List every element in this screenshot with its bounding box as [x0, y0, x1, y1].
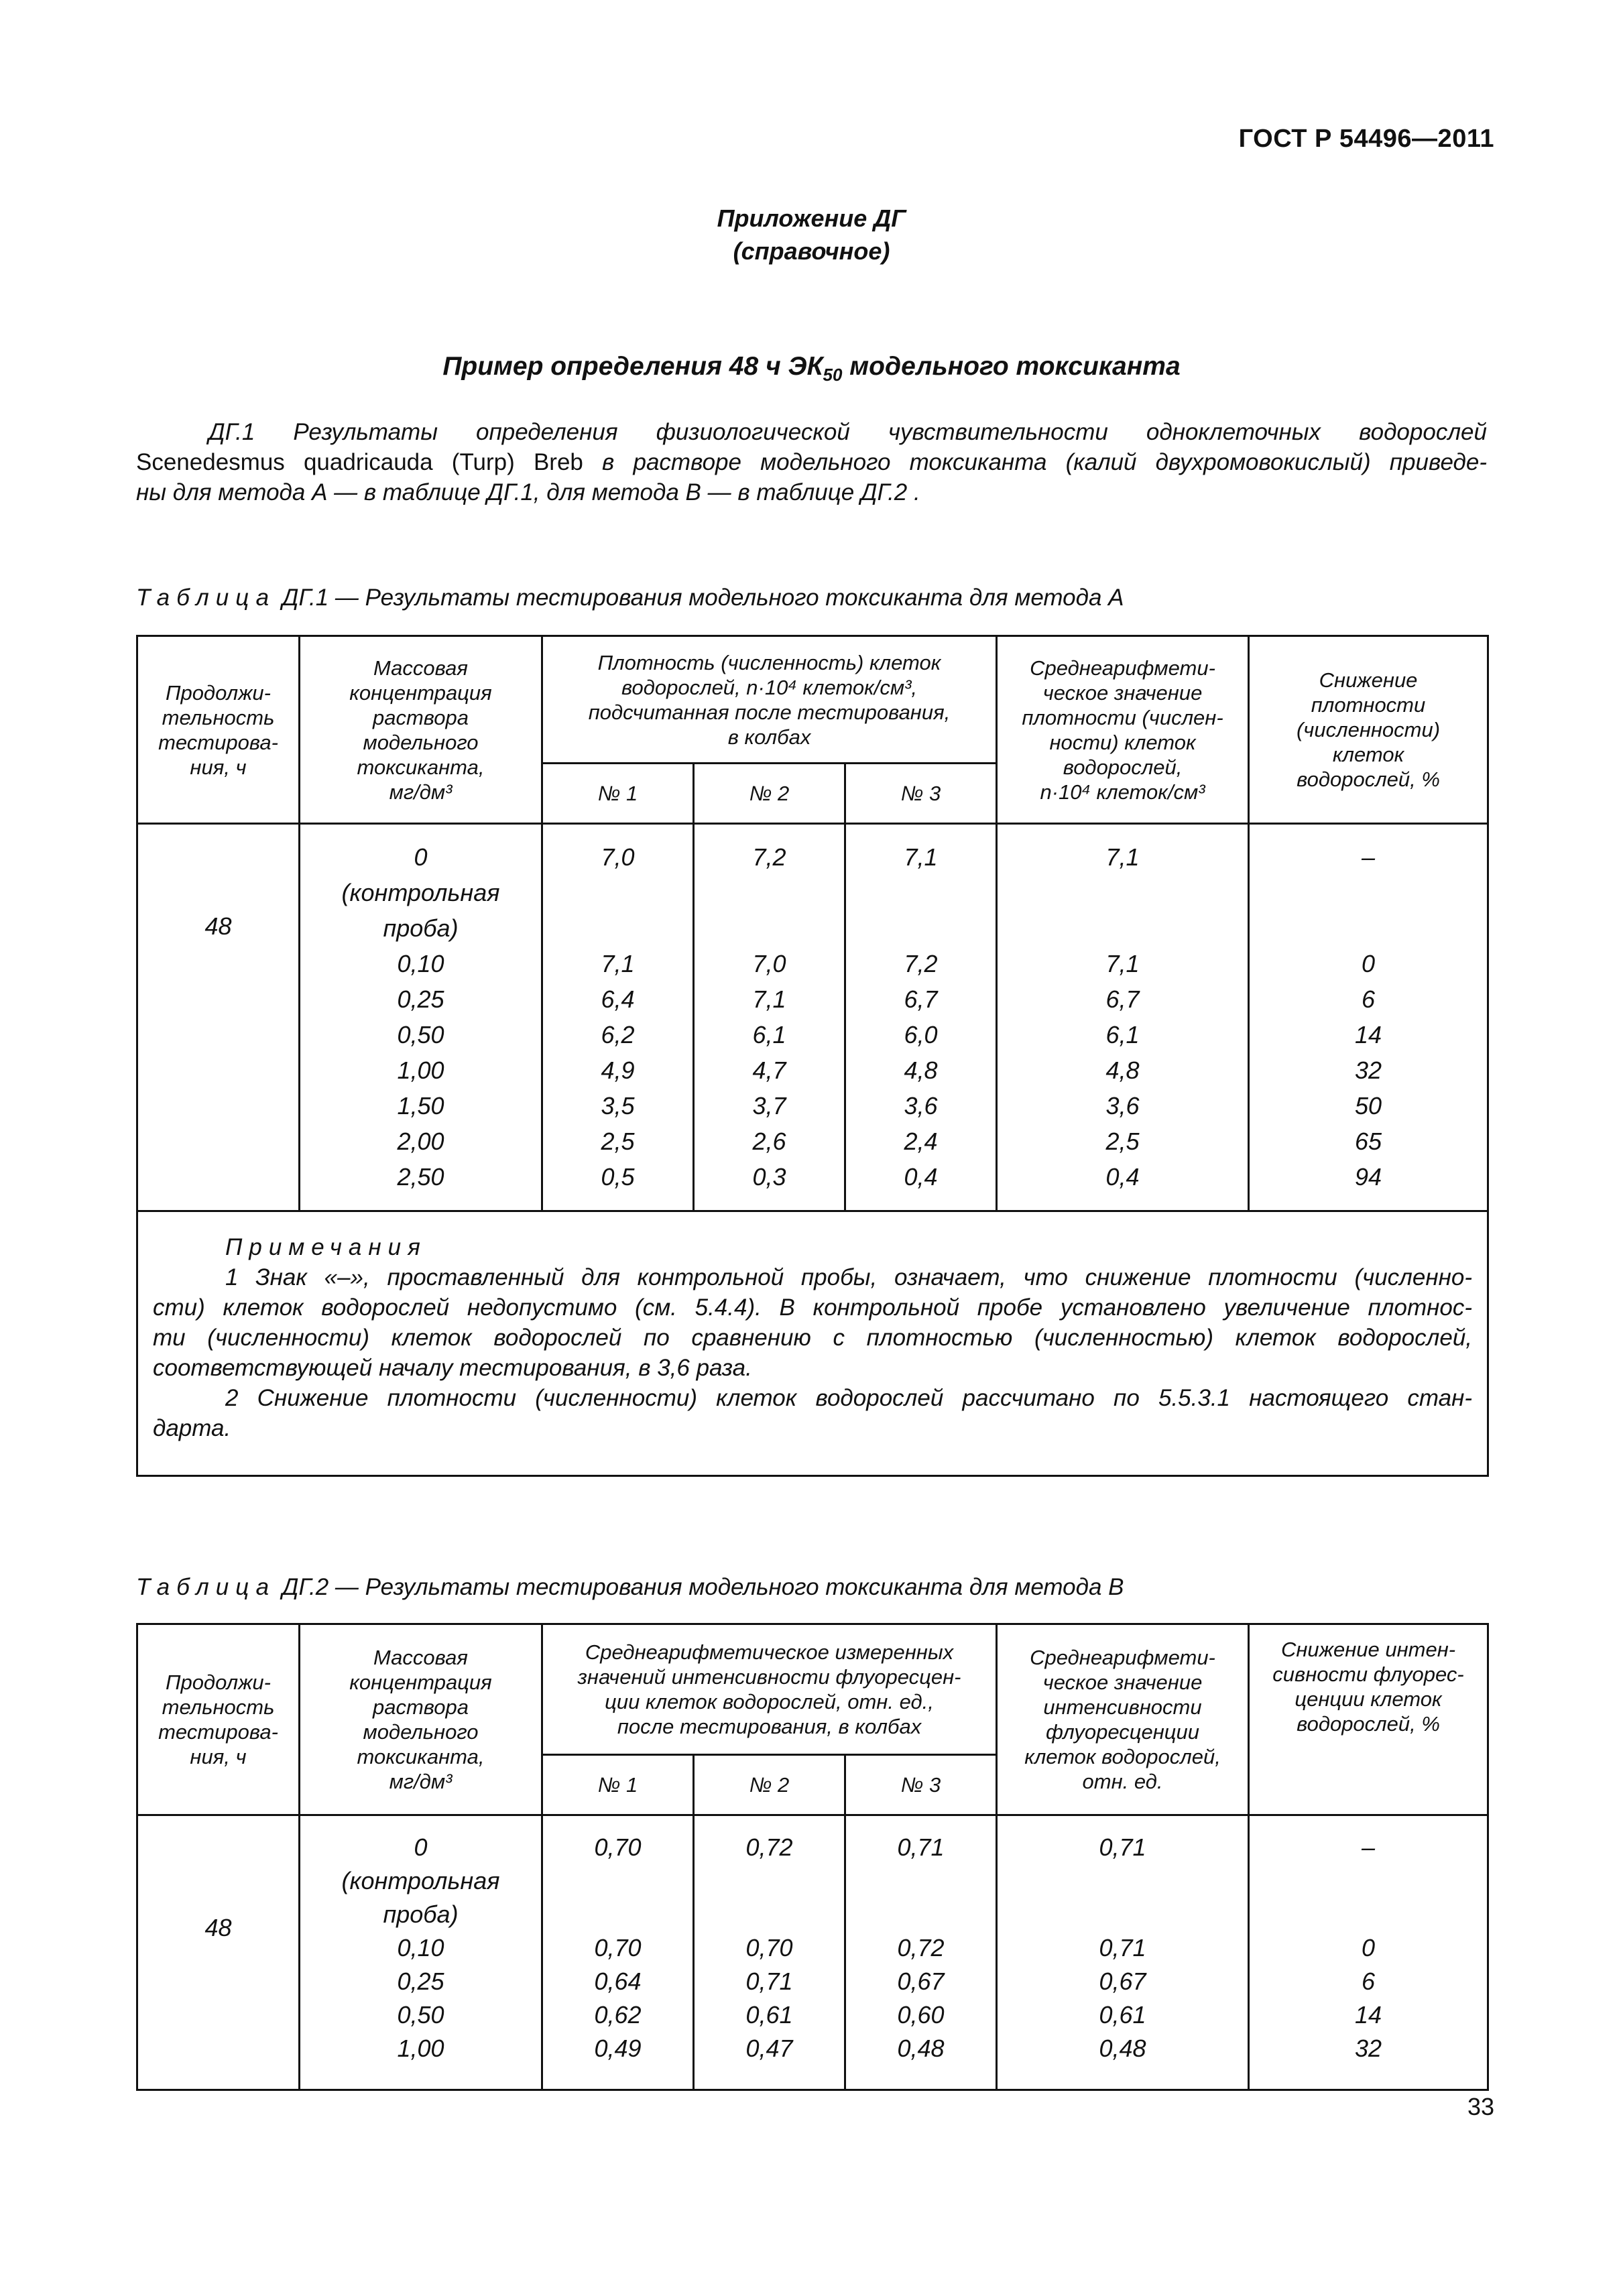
t1-notes-head: Примечания [225, 1234, 427, 1260]
t2-flask1-values [542, 1815, 694, 2090]
cell-line [695, 875, 844, 910]
cell-line: 0,72 [897, 1934, 945, 1961]
cell-line: 0,5 [601, 1163, 635, 1191]
cell-line: 32 [1354, 2035, 1382, 2062]
cell-line: 0,4 [904, 1163, 938, 1191]
cell-line: ценции клеток [1295, 1687, 1442, 1711]
cell-line: 50 [1355, 1092, 1382, 1120]
cell-line: 0,25 [397, 1968, 444, 1995]
cell-line [1250, 875, 1487, 910]
cell-line: интенсивности [1043, 1695, 1202, 1719]
t1-mean-values [997, 824, 1249, 1211]
cell-line: 0,49 [594, 2035, 642, 2062]
cell-line: 7,1 [1105, 950, 1140, 977]
table2-caption [136, 1574, 1124, 1601]
cell-line: подсчитанная после тестирования, [588, 700, 951, 724]
t2-header-duration [137, 1624, 300, 1815]
cell-line: плотности (числен- [1022, 705, 1223, 729]
t1-header-decrease [1249, 636, 1488, 824]
cell-line [543, 875, 693, 910]
cell-line: 6,2 [601, 1021, 635, 1048]
cell-line [1250, 910, 1487, 946]
t2-header-flask-3: № 3 [845, 1755, 997, 1815]
cell-line: 0,25 [397, 985, 444, 1013]
t1-duration: 48 [137, 824, 300, 1211]
cell-line: в колбах [727, 725, 811, 749]
appendix-title: Приложение ДГ [717, 204, 906, 232]
cell-line: 6,1 [1105, 1021, 1140, 1048]
cell-line: тельность [162, 1695, 275, 1719]
cell-line: тельность [162, 705, 275, 729]
cell-line: 0,50 [397, 1021, 444, 1048]
cell-line: модельного [363, 1720, 479, 1744]
table-dg2 [136, 1623, 1489, 2091]
t1-note-line: сти) клеток водорослей недопустимо (см. 5.4.4). В контрольной пробе установлено увеличение плотнос- [153, 1294, 1473, 1321]
cell-line: водорослей, n·10⁴ клеток/см³, [621, 675, 918, 699]
table1-caption-text: ДГ.1 — Результаты тестирования модельного токсиканта для метода А [276, 585, 1124, 611]
cell-line: Массовая [373, 656, 468, 680]
cell-line: водорослей, % [1297, 768, 1440, 791]
table2-caption-text: ДГ.2 — Результаты тестирования модельного токсиканта для метода В [276, 1574, 1124, 1600]
cell-line [695, 1898, 844, 1931]
cell-line: 7,1 [752, 985, 786, 1013]
t1-flask1-values [542, 824, 694, 1211]
t1-flask2-values [694, 824, 845, 1211]
t1-header-flask-3: № 3 [845, 764, 997, 824]
cell-line: 1,00 [397, 2035, 444, 2062]
cell-line: 4,8 [904, 1056, 938, 1084]
cell-line: после тестирования, в колбах [617, 1715, 922, 1738]
cell-line: 65 [1355, 1128, 1382, 1155]
t1-concentrations [300, 824, 542, 1211]
cell-line: Массовая [373, 1646, 468, 1669]
t2-header-flask-2: № 2 [694, 1755, 845, 1815]
section-title [0, 352, 1623, 385]
cell-line: 0,60 [897, 2001, 945, 2029]
t2-flask2-values [694, 1815, 845, 2090]
t1-decrease-values [1249, 824, 1488, 1211]
cell-line: 0 [1362, 950, 1376, 977]
cell-line: клеток [1332, 743, 1404, 766]
cell-line: 0 [414, 1833, 428, 1861]
cell-line: 32 [1355, 1056, 1382, 1084]
cell-line: ния, ч [190, 1745, 247, 1768]
cell-line: ции клеток водорослей, отн. ед., [605, 1690, 934, 1713]
cell-line [695, 1864, 844, 1898]
cell-line: 0,71 [745, 1968, 793, 1995]
cell-line: 4,8 [1105, 1056, 1140, 1084]
cell-line: 6,7 [904, 985, 938, 1013]
cell-line [998, 1898, 1248, 1931]
cell-line: тестирова- [158, 1720, 278, 1744]
table1-caption [136, 585, 1124, 611]
cell-line: 14 [1354, 2001, 1382, 2029]
cell-line: 0,48 [1099, 2035, 1146, 2062]
cell-line: 0,71 [1099, 1934, 1146, 1961]
cell-line [1250, 1864, 1487, 1898]
cell-line: флуоресценции [1046, 1720, 1199, 1744]
cell-line: (контрольная [341, 1867, 500, 1894]
cell-line: 3,5 [601, 1092, 635, 1120]
cell-line: 94 [1355, 1163, 1382, 1191]
cell-line: 7,2 [904, 950, 938, 977]
cell-line: 4,9 [601, 1056, 635, 1084]
cell-line: 0,62 [594, 2001, 642, 2029]
t2-decrease-values [1249, 1815, 1488, 2090]
cell-line: 0,67 [897, 1968, 945, 1995]
cell-line: Среднеарифмети- [1030, 1646, 1215, 1669]
cell-line [998, 910, 1248, 946]
standard-number: ГОСТ Р 54496—2011 [1238, 125, 1494, 153]
cell-line: ческое значение [1042, 680, 1203, 705]
cell-line: мг/дм³ [389, 780, 453, 804]
cell-line: модельного [363, 730, 479, 754]
cell-line: 0,67 [1099, 1968, 1146, 1995]
t1-note-line: соответствующей началу тестирования, в 3,6 раза. [153, 1355, 752, 1381]
cell-line: n·10⁴ клеток/см³ [1040, 780, 1205, 804]
cell-line: 1,50 [397, 1092, 444, 1120]
cell-line: 0,61 [1099, 2001, 1146, 2029]
cell-line: 3,6 [1105, 1092, 1140, 1120]
section-title-main: Пример определения 48 ч ЭК [442, 352, 823, 381]
cell-line: 2,5 [1105, 1128, 1140, 1155]
cell-line: 6 [1362, 1968, 1376, 1995]
cell-line: 1,00 [397, 1056, 444, 1084]
cell-line: Плотность (численность) клеток [597, 650, 941, 674]
cell-line: 0,70 [745, 1934, 793, 1961]
cell-line: 2,00 [397, 1128, 444, 1155]
table-dg1 [136, 635, 1489, 1477]
cell-line: Снижение [1319, 668, 1418, 692]
species-name: Scenedesmus quadricauda [136, 449, 433, 475]
intro-line-1: ДГ.1 Результаты определения физиологической чувствительности одноклеточных водорослей [208, 419, 1487, 445]
cell-line [543, 1898, 693, 1931]
cell-line: ности) клеток [1049, 730, 1196, 754]
t2-header-decrease [1249, 1624, 1488, 1815]
cell-line: 6,7 [1105, 985, 1140, 1013]
cell-line: 3,7 [752, 1092, 786, 1120]
cell-line: 0,48 [897, 2035, 945, 2062]
t2-header-concentration [300, 1624, 542, 1815]
cell-line: 6,0 [904, 1021, 938, 1048]
cell-line: 0,70 [594, 1833, 642, 1861]
cell-line: 7,1 [904, 843, 938, 871]
intro-line-3: ны для метода А — в таблице ДГ.1, для метода В — в таблице ДГ.2 . [136, 479, 920, 505]
cell-line [695, 910, 844, 946]
cell-line: токсиканта, [357, 755, 485, 779]
cell-line: концентрация [349, 1671, 492, 1694]
cell-line: 0,71 [1099, 1833, 1146, 1861]
t1-note-line: 2 Снижение плотности (численности) клеток водорослей рассчитано по 5.5.3.1 настоящего стан- [225, 1385, 1473, 1411]
t1-header-concentration [300, 636, 542, 824]
cell-line: (численности) [1296, 718, 1441, 741]
cell-line: 0,47 [745, 2035, 793, 2062]
cell-line: 0,64 [594, 1968, 642, 1995]
cell-line: 7,0 [601, 843, 635, 871]
cell-line: Среднеарифметическое измеренных [585, 1640, 954, 1664]
cell-line: 0,70 [594, 1934, 642, 1961]
cell-line [543, 910, 693, 946]
cell-line [846, 1898, 996, 1931]
cell-line: ния, ч [190, 755, 247, 779]
intro-line-2 [136, 447, 1487, 477]
cell-line: – [1362, 843, 1376, 871]
cell-line: Снижение интен- [1280, 1638, 1456, 1661]
t1-header-duration [137, 636, 300, 824]
cell-line: раствора [372, 1695, 469, 1719]
intro-line-2-rest: в растворе модельного токсиканта (калий двухромовокислый) приведе- [583, 449, 1487, 475]
cell-line: 7,1 [601, 950, 635, 977]
cell-line: ческое значение [1042, 1671, 1203, 1694]
t2-duration: 48 [137, 1815, 300, 2090]
cell-line: 0,72 [745, 1833, 793, 1861]
cell-line: 3,6 [904, 1092, 938, 1120]
cell-line: 14 [1355, 1021, 1382, 1048]
t1-note-line: ти (численности) клеток водорослей по сравнению с плотностью (численностью) клеток водорослей, [153, 1325, 1473, 1351]
cell-line: концентрация [349, 680, 492, 705]
cell-line: отн. ед. [1082, 1770, 1163, 1793]
cell-line: 0,4 [1105, 1163, 1140, 1191]
cell-line: тестирова- [158, 730, 278, 754]
cell-line: водорослей, [1063, 755, 1183, 779]
cell-line: 0,10 [397, 1934, 444, 1961]
cell-line: значений интенсивности флуоресцен- [577, 1665, 961, 1689]
cell-line: 2,50 [397, 1163, 444, 1191]
species-author: (Turp) Breb [432, 449, 583, 475]
intro-paragraph [136, 417, 1487, 507]
cell-line: 7,0 [752, 950, 786, 977]
cell-line: 6,1 [752, 1021, 786, 1048]
cell-line: 2,5 [601, 1128, 635, 1155]
t1-header-flask-2: № 2 [694, 764, 845, 824]
cell-line: 6,4 [601, 985, 635, 1013]
t1-note-line: дарта. [153, 1415, 231, 1441]
cell-line: токсиканта, [357, 1745, 485, 1768]
cell-line: 2,4 [904, 1128, 938, 1155]
table2-caption-label: Таблица [136, 1574, 276, 1600]
t2-flask3-values [845, 1815, 997, 2090]
t2-concentrations [300, 1815, 542, 2090]
cell-line: – [1362, 1833, 1376, 1861]
cell-line: 0 [1362, 1934, 1376, 1961]
cell-line [846, 1864, 996, 1898]
cell-line: мг/дм³ [389, 1770, 453, 1793]
page-number: 33 [1467, 2093, 1494, 2120]
t1-note-line: 1 Знак «–», проставленный для контрольной пробы, означает, что снижение плотности (численно- [225, 1264, 1473, 1290]
cell-line: 0,61 [745, 2001, 793, 2029]
cell-line: (контрольная [341, 879, 500, 906]
section-title-end: модельного токсиканта [842, 352, 1181, 381]
cell-line: раствора [372, 705, 469, 729]
cell-line [998, 1864, 1248, 1898]
cell-line [998, 875, 1248, 910]
cell-line: 0,50 [397, 2001, 444, 2029]
t2-header-fluorescence [542, 1624, 997, 1755]
cell-line: клеток водорослей, [1024, 1745, 1221, 1768]
t1-header-density [542, 636, 997, 764]
cell-line: сивности флуорес- [1272, 1663, 1464, 1686]
cell-line: 0,10 [397, 950, 444, 977]
cell-line: 0 [414, 843, 428, 871]
cell-line: Продолжи- [165, 1671, 271, 1694]
cell-line: проба) [383, 914, 459, 942]
cell-line: 7,2 [752, 843, 786, 871]
cell-line: 6 [1362, 985, 1376, 1013]
cell-line: 4,7 [752, 1056, 786, 1084]
cell-line: водорослей, % [1297, 1712, 1440, 1736]
cell-line: проба) [383, 1900, 459, 1928]
t2-mean-values [997, 1815, 1249, 2090]
cell-line [846, 910, 996, 946]
t2-header-mean [997, 1624, 1249, 1815]
cell-line: Среднеарифмети- [1030, 656, 1215, 680]
t1-header-mean [997, 636, 1249, 824]
cell-line: 2,6 [752, 1128, 786, 1155]
cell-line: 0,71 [897, 1833, 945, 1861]
appendix-kind: (справочное) [733, 237, 890, 265]
t1-notes [137, 1211, 1488, 1476]
t1-flask3-values [845, 824, 997, 1211]
t2-header-flask-1: № 1 [542, 1755, 694, 1815]
t1-header-flask-1: № 1 [542, 764, 694, 824]
cell-line [1250, 1898, 1487, 1931]
cell-line: 7,1 [1105, 843, 1140, 871]
section-title-sub: 50 [823, 364, 843, 385]
cell-line: плотности [1311, 693, 1426, 717]
cell-line: 0,3 [752, 1163, 786, 1191]
cell-line [543, 1864, 693, 1898]
cell-line [846, 875, 996, 910]
table1-caption-label: Таблица [136, 585, 276, 611]
cell-line: Продолжи- [165, 680, 271, 705]
